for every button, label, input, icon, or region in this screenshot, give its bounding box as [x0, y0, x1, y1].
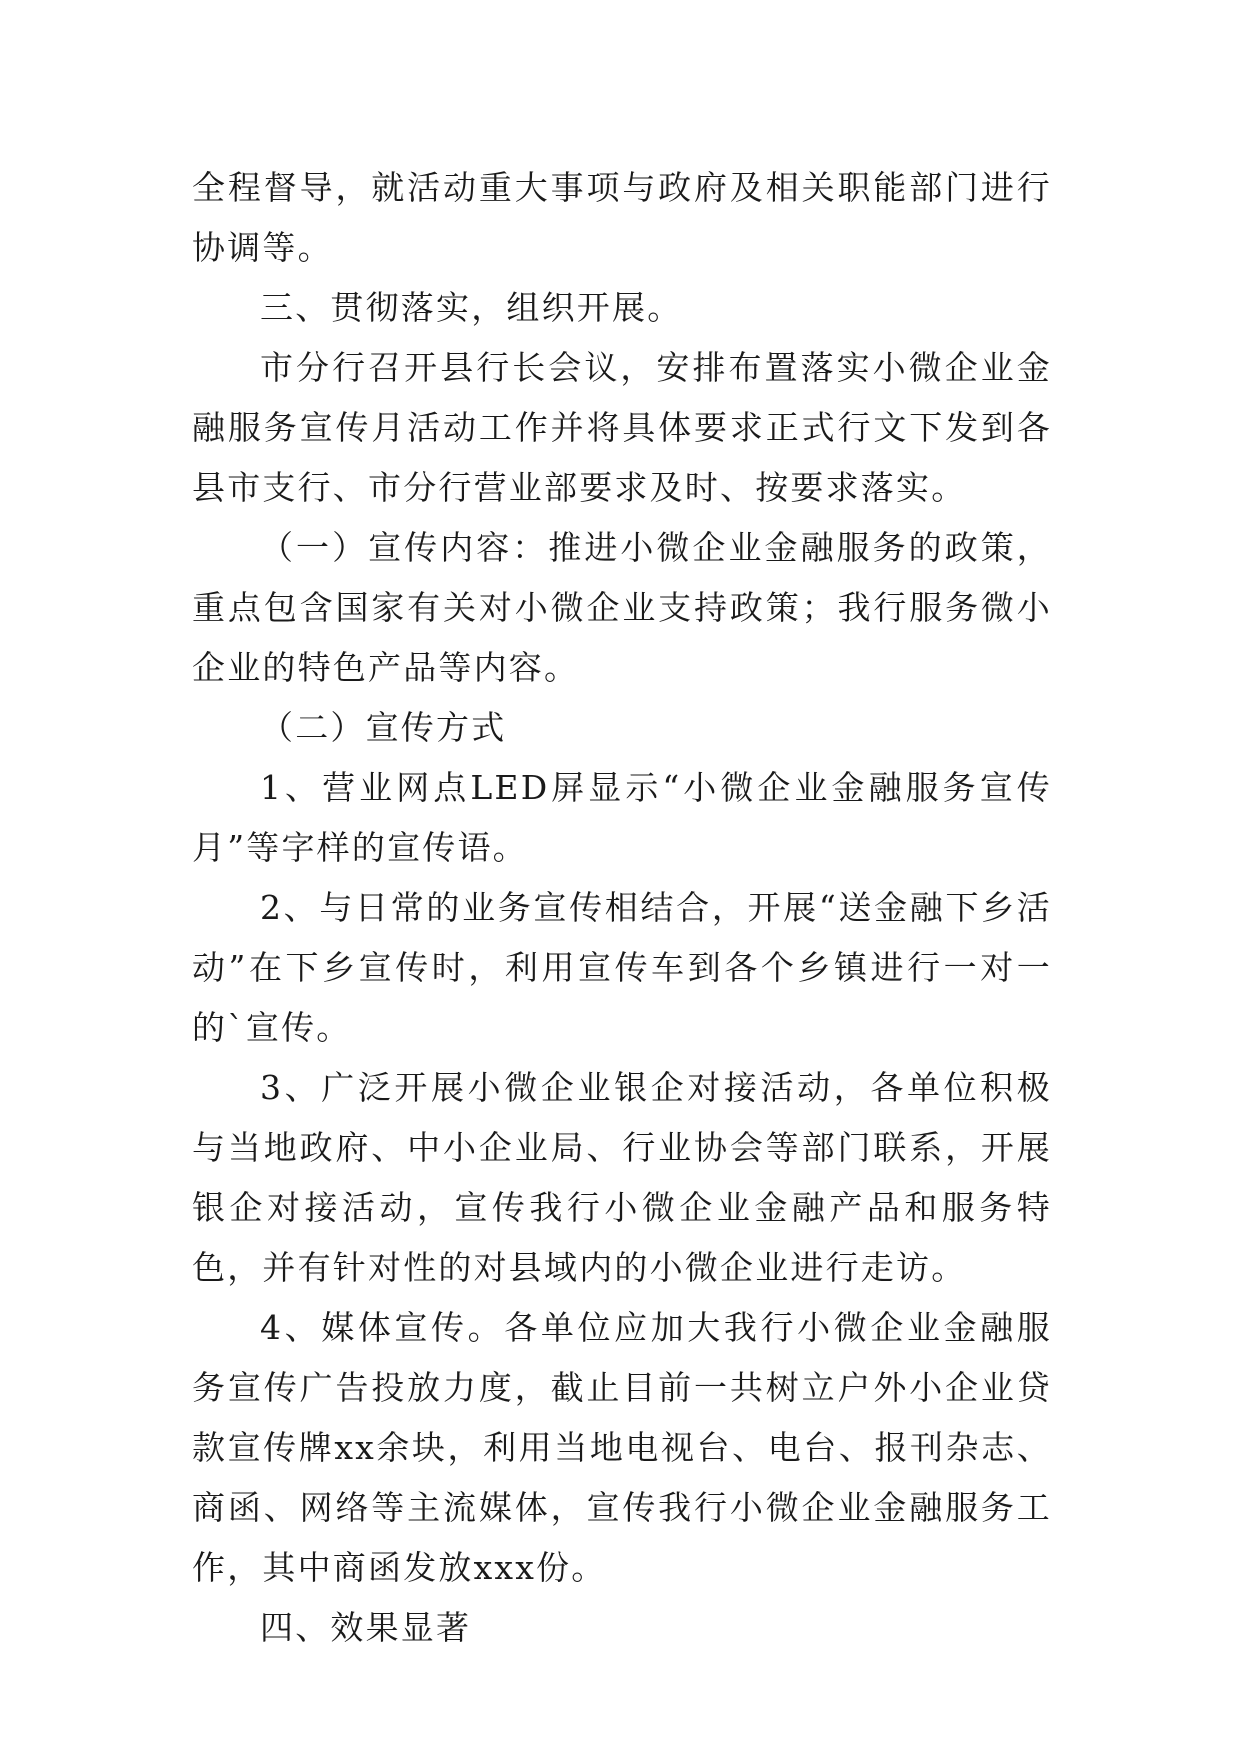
paragraph-content: （一）宣传内容：推进小微企业金融服务的政策，重点包含国家有关对小微企业支持政策；我行服务微小企业的特色产品等内容。	[192, 528, 1052, 687]
list-item-3: 3、广泛开展小微企业银企对接活动，各单位积极与当地政府、中小企业局、行业协会等部门联系，开展银企对接活动，宣传我行小微企业金融产品和服务特色，并有针对性的对县域内的小微企业进行走访。	[192, 1068, 1052, 1287]
section-heading-four: 四、效果显著	[260, 1608, 472, 1647]
section-heading-three: 三、贯彻落实，组织开展。	[260, 288, 683, 327]
list-item-2: 2、与日常的业务宣传相结合，开展“送金融下乡活动”在下乡宣传时，利用宣传车到各个乡镇进行一对一的`宣传。	[192, 888, 1052, 1047]
subheading-methods: （二）宣传方式	[260, 708, 507, 747]
list-item-1: 1、营业网点LED屏显示“小微企业金融服务宣传月”等字样的宣传语。	[192, 768, 1052, 867]
list-item-4: 4、媒体宣传。各单位应加大我行小微企业金融服务宣传广告投放力度，截止目前一共树立户外小企业贷款宣传牌xx余块，利用当地电视台、电台、报刊杂志、商函、网络等主流媒体，宣传我行小微企业金融服务工作，其中商函发放xxx份。	[192, 1308, 1052, 1587]
document-page	[192, 158, 1052, 1658]
paragraph-continuation: 全程督导，就活动重大事项与政府及相关职能部门进行协调等。	[192, 168, 1052, 267]
paragraph-meeting: 市分行召开县行长会议，安排布置落实小微企业金融服务宣传月活动工作并将具体要求正式行文下发到各县市支行、市分行营业部要求及时、按要求落实。	[192, 348, 1052, 507]
